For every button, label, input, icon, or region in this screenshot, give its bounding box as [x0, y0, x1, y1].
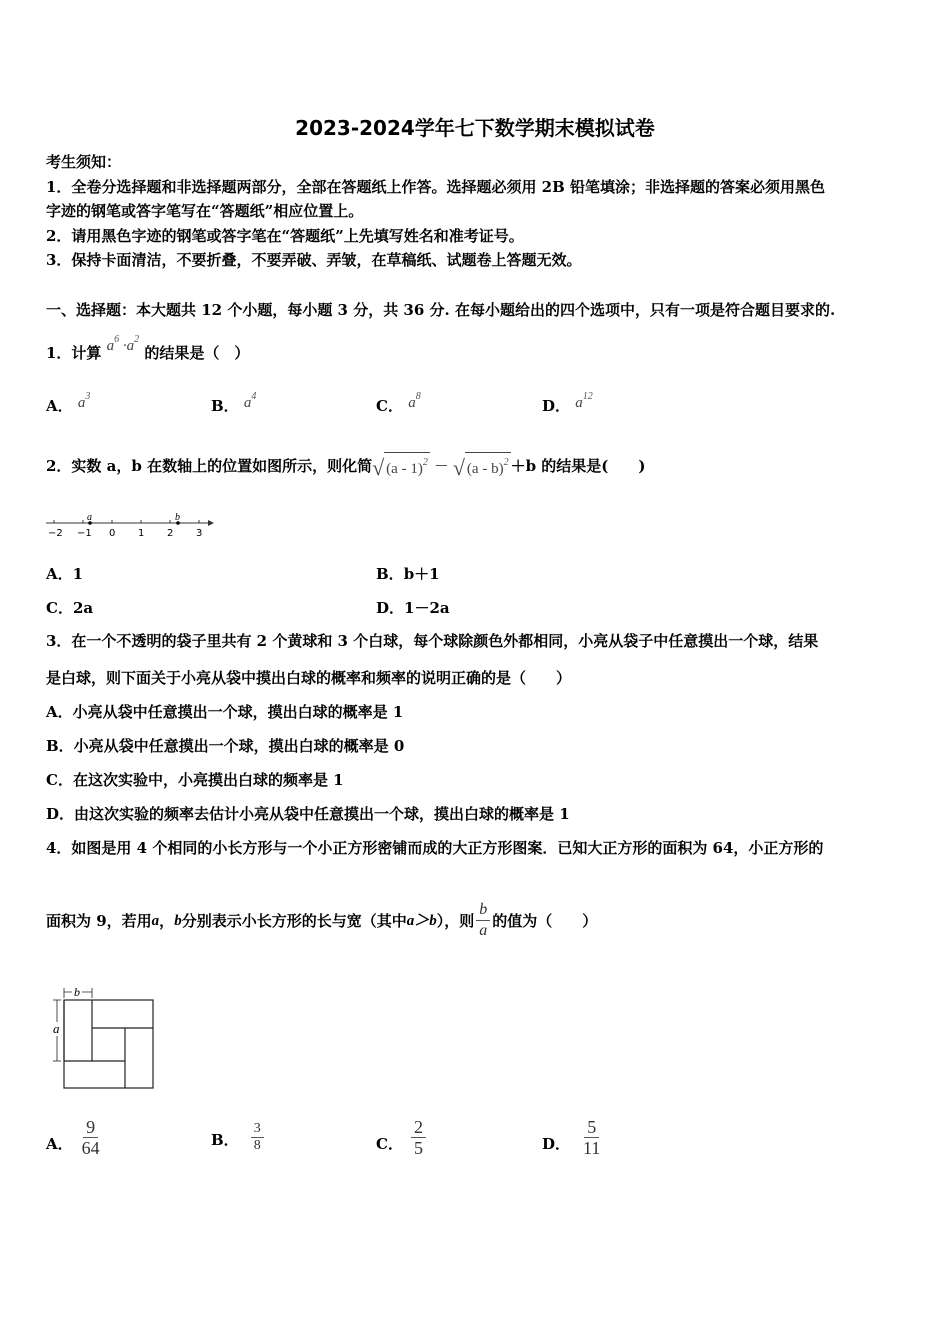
notice-line-1a: 1．全卷分选择题和非选择题两部分，全部在答题纸上作答。选择题必须用 2B 铅笔填涂；非选择题的答案必须用黑色 — [46, 178, 826, 196]
q3-option-a[interactable]: A．小亮从袋中任意摸出一个球，摸出白球的概率是 1 — [46, 703, 404, 721]
q3-line-1: 3．在一个不透明的袋子里共有 2 个黄球和 3 个白球，每个球除颜色外都相同，小亮从袋子中任意摸出一个球，结果 — [46, 632, 819, 650]
q3-line-2: 是白球，则下面关于小亮从袋中摸出白球的概率和频率的说明正确的是（ ） — [46, 669, 572, 687]
q1-prefix: 1．计算 — [46, 344, 102, 362]
figure-label-b: b — [74, 985, 80, 999]
q1-suffix: 的结果是（ ） — [144, 344, 250, 362]
q1-option-c[interactable]: C． $a^8$ — [376, 391, 421, 415]
tick-label: −2 — [48, 528, 63, 539]
notice-line-3: 3．保持卡面清洁，不要折叠，不要弄破、弄皱，在草稿纸、试题卷上答题无效。 — [46, 251, 582, 269]
question-1 — [46, 334, 250, 364]
section-heading: 一、选择题：本大题共 12 个小题，每小题 3 分，共 36 分. 在每小题给出的四个选项中，只有一项是符合题目要求的. — [46, 301, 836, 319]
q2-option-b[interactable]: B．b＋1 — [376, 565, 440, 583]
point-b-label: b — [175, 512, 180, 523]
q4-option-d[interactable]: D． $\frac{5}{11}$ — [542, 1117, 601, 1158]
q4-option-a[interactable]: A． $\frac{9}{64}$ — [46, 1117, 100, 1158]
q2-sqrt-1: √ (a - 1)$^2$ — [372, 452, 430, 479]
figure-label-a: a — [53, 1021, 60, 1036]
notice-line-2: 2．请用黑色字迹的钢笔或答字笔在“答题纸”上先填写姓名和准考证号。 — [46, 227, 524, 245]
q1-option-a[interactable]: A． $a^3$ — [46, 391, 91, 415]
q4-option-c[interactable]: C． $\frac{2}{5}$ — [376, 1117, 426, 1158]
q2-option-d[interactable]: D．1－2a — [376, 599, 450, 617]
tick-label: 2 — [167, 528, 174, 539]
q2-minus: － — [433, 456, 449, 475]
q4-line-1: 4．如图是用 4 个相同的小长方形与一个小正方形密铺而成的大正方形图案．已知大正方形的面积为 64，小正方形的 — [46, 839, 824, 857]
notice-heading: 考生须知： — [46, 153, 122, 171]
tiling-figure — [48, 985, 158, 1090]
tick-label: 3 — [196, 528, 203, 539]
question-2 — [46, 452, 645, 479]
q2-option-c[interactable]: C．2a — [46, 599, 94, 617]
page-title: 2023-2024学年七下数学期末模拟试卷 — [295, 116, 655, 140]
big-square — [64, 1000, 153, 1088]
q4-fraction: $\frac{b}{a}$ — [476, 900, 490, 941]
number-line-arrow — [208, 520, 214, 526]
q2-suffix: ＋b 的结果是( ) — [510, 456, 646, 475]
q2-sqrt-2: √ (a - b)$^2$ — [453, 452, 511, 479]
q3-option-d[interactable]: D．由这次实验的频率去估计小亮从袋中任意摸出一个球，摸出白球的概率是 1 — [46, 805, 570, 823]
q1-expression: $a^6 \cdot a^2$ — [106, 334, 140, 354]
tick-label: 1 — [138, 528, 145, 539]
point-a-label: a — [87, 512, 92, 523]
q2-prefix: 2．实数 a，b 在数轴上的位置如图所示，则化简 — [46, 456, 373, 475]
q3-option-b[interactable]: B．小亮从袋中任意摸出一个球，摸出白球的概率是 0 — [46, 737, 405, 755]
tick-label: 0 — [109, 528, 116, 539]
notice-line-1b: 字迹的钢笔或答字笔写在“答题纸”相应位置上。 — [46, 202, 364, 220]
q1-option-b[interactable]: B． $a^4$ — [211, 391, 257, 415]
number-line-figure — [44, 510, 214, 542]
tick-label: −1 — [77, 528, 92, 539]
q1-option-d[interactable]: D． $a^{12}$ — [542, 391, 593, 415]
q4-option-b[interactable]: B． $\frac{3}{8}$ — [211, 1121, 264, 1154]
q3-option-c[interactable]: C．在这次实验中，小亮摸出白球的频率是 1 — [46, 771, 344, 789]
q2-option-a[interactable]: A．1 — [46, 565, 84, 583]
q4-line-2: 面积为 9，若用 a ， b 分别表示小长方形的长与宽（其中 a＞b ），则 $\frac{b}{a}$ 的值为（ ） — [46, 901, 598, 939]
